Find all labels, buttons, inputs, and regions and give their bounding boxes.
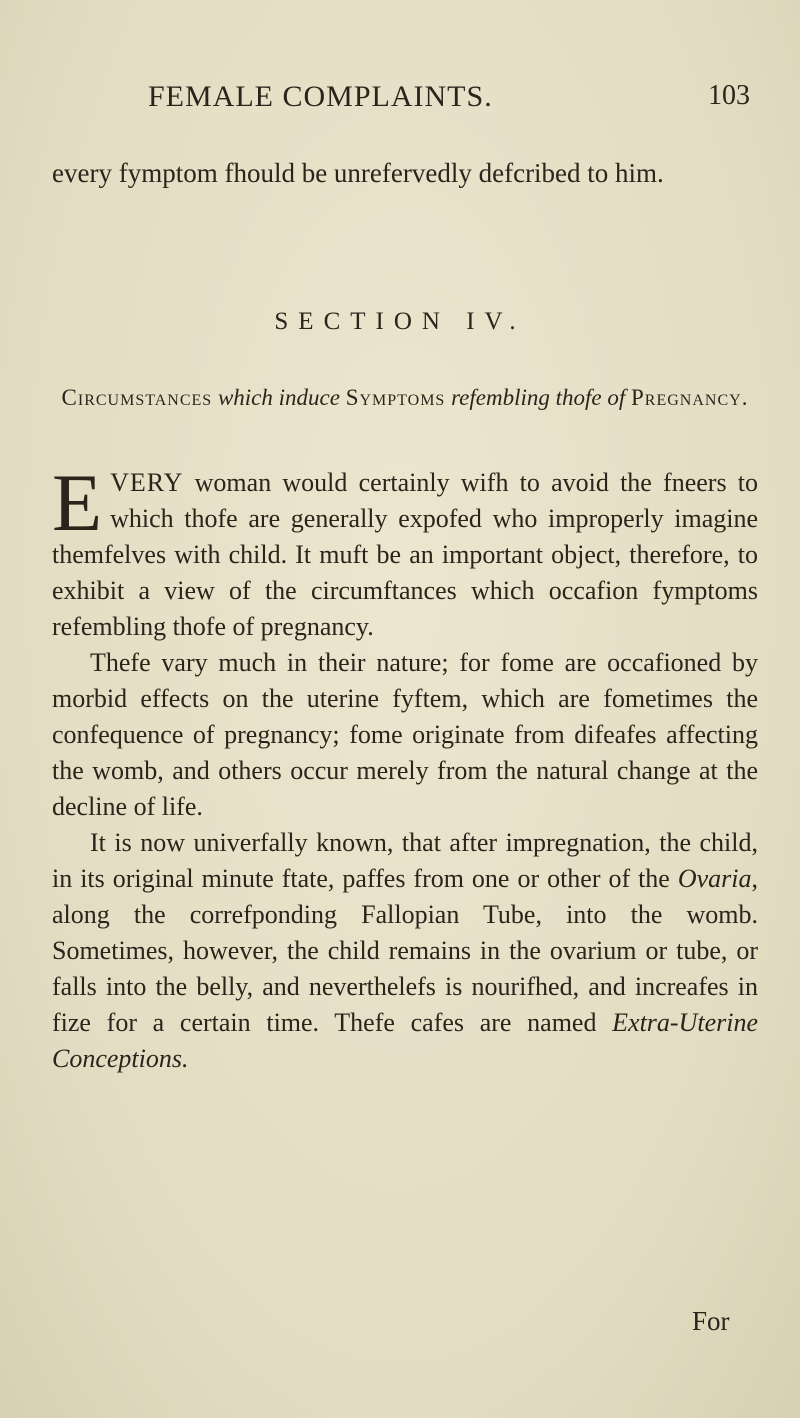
subtitle-which-induce: which induce: [217, 385, 340, 410]
paragraph-3: [52, 825, 758, 1077]
paragraph-2: Thefe vary much in their nature; for fome are occafioned by morbid effects on the uterine fyftem, which are fometimes the confequence of pregnancy; fome originate from difeafes affecting the womb, and others occur merely from the natural change at the decline of life.: [52, 648, 758, 821]
subtitle-circumstances: Circumstances: [61, 385, 213, 410]
body-text: [52, 457, 758, 1077]
subtitle-resembling: refembling thofe of: [451, 385, 626, 410]
paragraph-3-end: , along the correfponding Fallopian Tube, into the womb. Sometimes, however, the child remains in the ovarium or tube, or falls into the belly, and neverthelefs is nourifhed, and increafes in fize for a certain time. Thefe cafes are named: [52, 864, 758, 1037]
subtitle-pregnancy: Pregnancy.: [631, 385, 749, 410]
running-head: [0, 80, 800, 120]
catchword: For: [692, 1306, 730, 1336]
section-heading: SECTION IV.: [274, 308, 526, 335]
paragraph-1: [52, 457, 758, 645]
section-subtitle: [52, 380, 758, 416]
running-title: FEMALE COMPLAINTS.: [148, 80, 493, 113]
term-extra-uterine: Extra-Uterine Conceptions.: [52, 1008, 758, 1073]
subtitle-symptoms: Symptoms: [345, 385, 446, 410]
paragraph-3-start: It is now univerfally known, that after impregnation, the child, in its original minute ftate, paffes from one or other of the: [52, 828, 758, 893]
paragraph-1-text: woman would certainly wifh to avoid the fneers to which thofe are generally expofed who improperly imagine themfelves with child. It muft be an important object, therefore, to exhibit a view of the circumftances which occafion fymptoms refembling thofe of pregnancy.: [52, 468, 758, 641]
term-ovaria: Ovaria: [677, 864, 752, 893]
continued-paragraph: every fymptom fhould be unrefervedly defcribed to him.: [52, 158, 664, 188]
page-number: 103: [708, 80, 750, 111]
drop-cap: E: [52, 457, 103, 548]
paragraph-1-caps: VERY: [110, 468, 184, 497]
